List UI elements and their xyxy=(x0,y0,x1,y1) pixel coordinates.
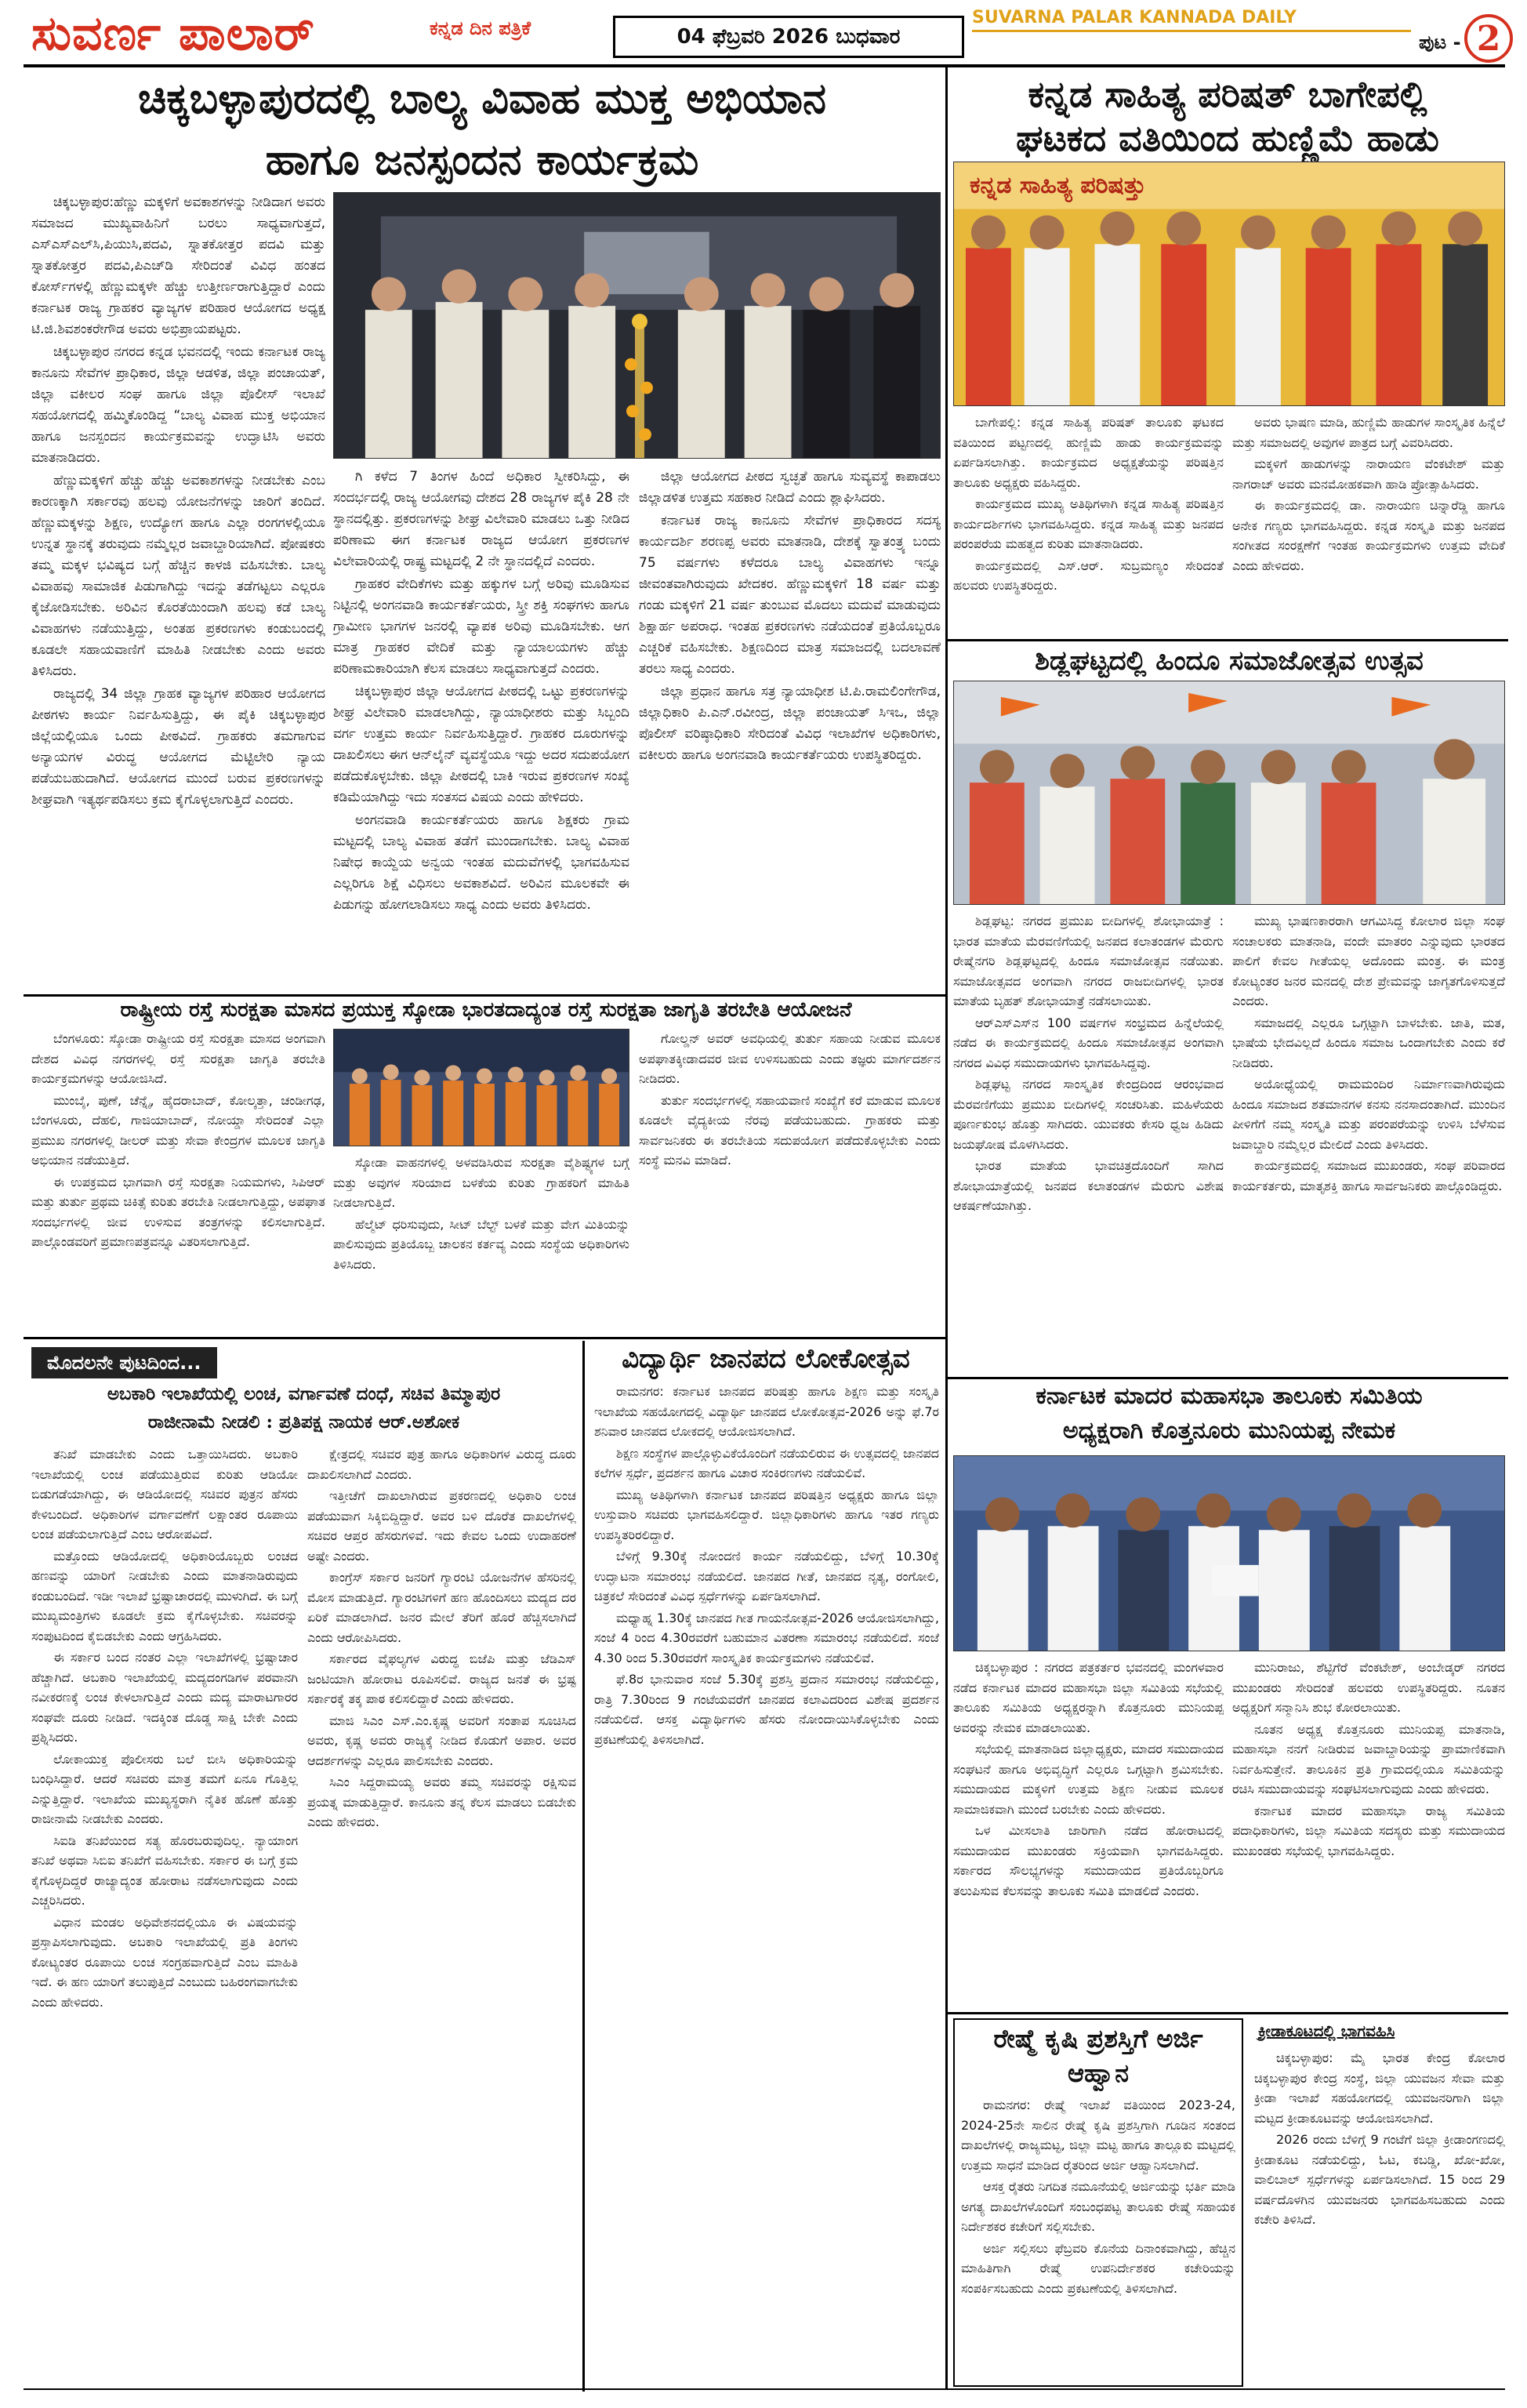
section-rule xyxy=(24,1337,945,1339)
road-paragraph: ಈ ಉಪಕ್ರಮದ ಭಾಗವಾಗಿ ರಸ್ತೆ ಸುರಕ್ಷತಾ ನಿಯಮಗಳು, ಸಿಪಿಆರ್ ಮತ್ತು ತುರ್ತು ಪ್ರಥಮ ಚಿಕಿತ್ಸೆ ಕುರಿತು ತರಬೇತಿ ನೀಡಲಾಗುತ್ತಿದ್ದು, ಅಪಘಾತ ಸಂದರ್ಭಗಳಲ್ಲಿ ಜೀವ ಉಳಿಸುವ ತಂತ್ರಗಳನ್ನು ಕಲಿಸಲಾಗುತ್ತಿದೆ. ಪಾಲ್ಗೊಂಡವರಿಗೆ ಪ್ರಮಾಣಪತ್ರವನ್ನೂ ವಿತರಿಸಲಾಗುತ್ತಿದೆ. xyxy=(31,1174,325,1249)
issue-date: 04 ಫೆಬ್ರವರಿ 2026 ಬುಧವಾರ xyxy=(613,16,964,58)
section-rule xyxy=(948,2012,1508,2014)
continued-column-2 xyxy=(307,1444,576,2385)
hindu-paragraph: ಮುಖ್ಯ ಭಾಷಣಕಾರರಾಗಿ ಆಗಮಿಸಿದ್ದ ಕೋಲಾರ ಜಿಲ್ಲಾ ಸಂಘ ಸಂಚಾಲಕರು ಮಾತನಾಡಿ, ವಂದೇ ಮಾತರಂ ಎನ್ನುವುದು ಭಾರತದ ಪಾಲಿಗೆ ಕೇವಲ ಗೀತೆಯಲ್ಲ ಅದೊಂದು ಮಂತ್ರ. ಈ ಮಂತ್ರ ಕೋಟ್ಯಂತರ ಜನರ ಮನದಲ್ಲಿ ದೇಶ ಪ್ರೇಮವನ್ನು ಜಾಗೃತಗೊಳಿಸುತ್ತದೆ ಎಂದರು. xyxy=(1232,913,1505,1008)
road-column-3 xyxy=(639,1029,941,1335)
madara-paragraph: ಚಿಕ್ಕಬಳ್ಳಾಪುರ : ನಗರದ ಪತ್ರಕರ್ತರ ಭವನದಲ್ಲಿ ಮಂಗಳವಾರ ನಡೆದ ಕರ್ನಾಟಕ ಮಾದರ ಮಹಾಸಭಾ ಜಿಲ್ಲಾ ಸಮಿತಿಯ ಸಭೆಯಲ್ಲಿ ತಾಲೂಕು ಸಮಿತಿಯ ಅಧ್ಯಕ್ಷರನ್ನಾಗಿ ಕೊತ್ತನೂರು ಮುನಿಯಪ್ಪ ಅವರನ್ನು ನೇಮಕ ಮಾಡಲಾಯಿತು. xyxy=(953,1660,1224,1735)
continued-paragraph: ಸಿಎಂ ಸಿದ್ದರಾಮಯ್ಯ ಅವರು ತಮ್ಮ ಸಚಿವರನ್ನು ರಕ್ಷಿಸುವ ಪ್ರಯತ್ನ ಮಾಡುತ್ತಿದ್ದಾರೆ. ಕಾನೂನು ತನ್ನ ಕೆಲಸ ಮಾಡಲು ಬಿಡಬೇಕು ಎಂದು ಹೇಳಿದರು. xyxy=(307,1774,576,1829)
english-masthead: SUVARNA PALAR KANNADA DAILY xyxy=(972,8,1297,27)
page-label: ಪುಟ - xyxy=(1419,31,1461,53)
lead-column-2 xyxy=(333,467,629,992)
continued-paragraph: ಮಾಜಿ ಸಿಎಂ ಎಸ್.ಎಂ.ಕೃಷ್ಣ ಅವರಿಗೆ ಸಂತಾಪ ಸೂಚಿಸಿದ ಅವರು, ಕೃಷ್ಣ ಅವರು ರಾಜ್ಯಕ್ಕೆ ನೀಡಿದ ಕೊಡುಗೆ ಅಪಾರ. ಅವರ ಆದರ್ಶಗಳನ್ನು ಎಲ್ಲರೂ ಪಾಲಿಸಬೇಕು ಎಂದರು. xyxy=(307,1712,576,1768)
lead-paragraph: ಕರ್ನಾಟಕ ರಾಜ್ಯ ಕಾನೂನು ಸೇವೆಗಳ ಪ್ರಾಧಿಕಾರದ ಸದಸ್ಯ ಕಾರ್ಯದರ್ಶಿ ಶರಣಪ್ಪ ಅವರು ಮಾತನಾಡಿ, ದೇಶಕ್ಕೆ ಸ್ವಾತಂತ್ರ್ಯ ಬಂದು 75 ವರ್ಷಗಳು ಕಳೆದರೂ ಬಾಲ್ಯ ವಿವಾಹಗಳು ಇನ್ನೂ ಜೀವಂತವಾಗಿರುವುದು ಖೇದಕರ. ಹೆಣ್ಣುಮಕ್ಕಳಿಗೆ 18 ವರ್ಷ ಮತ್ತು ಗಂಡು ಮಕ್ಕಳಿಗೆ 21 ವರ್ಷ ತುಂಬುವ ಮೊದಲು ಮದುವೆ ಮಾಡುವುದು ಶಿಕ್ಷಾರ್ಹ ಅಪರಾಧ. ಇಂತಹ ಪ್ರಕರಣಗಳು ನಡೆಯದಂತೆ ಪ್ರತಿಯೊಬ್ಬರೂ ಎಚ್ಚರಿಕೆ ವಹಿಸಬೇಕು. ಶಿಕ್ಷಣದಿಂದ ಮಾತ್ರ ಸಮಾಜದಲ್ಲಿ ಬದಲಾವಣೆ ತರಲು ಸಾಧ್ಯ ಎಂದರು. xyxy=(639,513,941,677)
continued-headline: ಅಬಕಾರಿ ಇಲಾಖೆಯಲ್ಲಿ ಲಂಚ, ವರ್ಗಾವಣೆ ದಂಧೆ, ಸಚಿವ ತಿಮ್ಮಾಪುರ xyxy=(107,1383,501,1404)
lead-paragraph: ಗ್ರಾಹಕರ ವೇದಿಕೆಗಳು ಮತ್ತು ಹಕ್ಕುಗಳ ಬಗ್ಗೆ ಅರಿವು ಮೂಡಿಸುವ ನಿಟ್ಟಿನಲ್ಲಿ ಅಂಗನವಾಡಿ ಕಾರ್ಯಕರ್ತೆಯರು, ಸ್ತ್ರೀ ಶಕ್ತಿ ಸಂಘಗಳು ಹಾಗೂ ಗ್ರಾಮೀಣ ಭಾಗಗಳ ಜನರಲ್ಲಿ ವ್ಯಾಪಕ ಅರಿವು ಮೂಡಿಸಬೇಕು. ಆಗ ಮಾತ್ರ ಗ್ರಾಹಕರ ವೇದಿಕೆ ಮತ್ತು ನ್ಯಾಯಾಲಯಗಳು ಹೆಚ್ಚು ಪರಿಣಾಮಕಾರಿಯಾಗಿ ಕೆಲಸ ಮಾಡಲು ಸಾಧ್ಯವಾಗುತ್ತದೆ ಎಂದರು. xyxy=(333,576,629,677)
kreeda-paragraph: 2026 ರಂದು ಬೆಳಿಗ್ಗೆ 9 ಗಂಟೆಗೆ ಜಿಲ್ಲಾ ಕ್ರೀಡಾಂಗಣದಲ್ಲಿ ಕ್ರೀಡಾಕೂಟ ನಡೆಯಲಿದ್ದು, ಓಟ, ಕಬಡ್ಡಿ, ಖೋ-ಖೋ, ವಾಲಿಬಾಲ್ ಸ್ಪರ್ಧೆಗಳನ್ನು ಏರ್ಪಡಿಸಲಾಗಿದೆ. 15 ರಿಂದ 29 ವರ್ಷದೊಳಗಿನ ಯುವಜನರು ಭಾಗವಹಿಸಬಹುದು ಎಂದು ಕಚೇರಿ ತಿಳಿಸಿದೆ. xyxy=(1254,2132,1505,2227)
kasapa-paragraph: ಕಾರ್ಯಕ್ರಮದಲ್ಲಿ ಎಸ್.ಆರ್. ಸುಬ್ರಮಣ್ಯಂ ಸೇರಿದಂತೆ ಹಲವರು ಉಪಸ್ಥಿತರಿದ್ದರು. xyxy=(953,558,1224,593)
continued-paragraph: ಕ್ಷೇತ್ರದಲ್ಲಿ ಸಚಿವರ ಪುತ್ರ ಹಾಗೂ ಅಧಿಕಾರಿಗಳ ವಿರುದ್ಧ ದೂರು ದಾಖಲಿಸಲಾಗಿದೆ ಎಂದರು. xyxy=(307,1447,576,1482)
section-rule xyxy=(948,639,1508,641)
hindu-paragraph: ಶಿಡ್ಲಘಟ್ಟ ನಗರದ ಸಾಂಸ್ಕೃತಿಕ ಕೇಂದ್ರದಿಂದ ಆರಂಭವಾದ ಮೆರವಣಿಗೆಯು ಪ್ರಮುಖ ಬೀದಿಗಳಲ್ಲಿ ಸಂಚರಿಸಿತು. ಮಹಿಳೆಯರು ಪೂರ್ಣಕುಂಭ ಹೊತ್ತು ಸಾಗಿದರು. ಯುವಕರು ಕೇಸರಿ ಧ್ವಜ ಹಿಡಿದು ಜಯಘೋಷ ಮೊಳಗಿಸಿದರು. xyxy=(953,1077,1224,1152)
lead-paragraph: ಅಂಗನವಾಡಿ ಕಾರ್ಯಕರ್ತೆಯರು ಹಾಗೂ ಶಿಕ್ಷಕರು ಗ್ರಾಮ ಮಟ್ಟದಲ್ಲಿ ಬಾಲ್ಯ ವಿವಾಹ ತಡೆಗೆ ಮುಂದಾಗಬೇಕು. ಬಾಲ್ಯ ವಿವಾಹ ನಿಷೇಧ ಕಾಯ್ದೆಯ ಅನ್ವಯ ಇಂತಹ ಮದುವೆಗಳಲ್ಲಿ ಭಾಗವಹಿಸುವ ಎಲ್ಲರಿಗೂ ಶಿಕ್ಷೆ ವಿಧಿಸಲು ಅವಕಾಶವಿದೆ. ಅರಿವಿನ ಮೂಲಕವೇ ಈ ಪಿಡುಗನ್ನು ಹೋಗಲಾಡಿಸಲು ಸಾಧ್ಯ ಎಂದು ಅವರು ತಿಳಿಸಿದರು. xyxy=(333,812,629,913)
road-column-1 xyxy=(31,1029,325,1335)
vidyarthi-paragraph: ಮಧ್ಯಾಹ್ನ 1.30ಕ್ಕೆ ಜಾನಪದ ಗೀತ ಗಾಯನೋತ್ಸವ-2026 ಆಯೋಜಿಸಲಾಗಿದ್ದು, ಸಂಜೆ 4 ರಿಂದ 4.30ರವರೆಗೆ ಬಹುಮಾನ ವಿತರಣಾ ಸಮಾರಂಭ ನಡೆಯಲಿದೆ. ಸಂಜೆ 4.30 ರಿಂದ 5.30ರವರೆಗೆ ಸಾಂಸ್ಕೃತಿಕ ಕಾರ್ಯಕ್ರಮಗಳು ನಡೆಯಲಿವೆ. xyxy=(594,1610,939,1665)
lead-paragraph: ಗಿ ಕಳೆದ 7 ತಿಂಗಳ ಹಿಂದೆ ಅಧಿಕಾರ ಸ್ವೀಕರಿಸಿದ್ದು, ಈ ಸಂದರ್ಭದಲ್ಲಿ ರಾಜ್ಯ ಆಯೋಗವು ದೇಶದ 28 ರಾಜ್ಯಗಳ ಪೈಕಿ 28 ನೇ ಸ್ಥಾನದಲ್ಲಿತ್ತು. ಪ್ರಕರಣಗಳನ್ನು ಶೀಘ್ರ ವಿಲೇವಾರಿ ಮಾಡಲು ಒತ್ತು ನೀಡಿದ ಪರಿಣಾಮ ಈಗ ಕರ್ನಾಟಕ ರಾಜ್ಯದ ಆಯೋಗ ಪ್ರಕರಣಗಳ ವಿಲೇವಾರಿಯಲ್ಲಿ ರಾಷ್ಟ್ರ ಮಟ್ಟದಲ್ಲಿ 2 ನೇ ಸ್ಥಾನದಲ್ಲಿದೆ ಎಂದರು. xyxy=(333,469,629,569)
kasapa-paragraph: ಬಾಗೇಪಲ್ಲಿ: ಕನ್ನಡ ಸಾಹಿತ್ಯ ಪರಿಷತ್ ತಾಲೂಕು ಘಟಕದ ವತಿಯಿಂದ ಪಟ್ಟಣದಲ್ಲಿ ಹುಣ್ಣಿಮೆ ಹಾಡು ಕಾರ್ಯಕ್ರಮವನ್ನು ಏರ್ಪಡಿಸಲಾಗಿತ್ತು. ಕಾರ್ಯಕ್ರಮದ ಅಧ್ಯಕ್ಷತೆಯನ್ನು ಪರಿಷತ್ತಿನ ತಾಲೂಕು ಅಧ್ಯಕ್ಷರು ವಹಿಸಿದ್ದರು. xyxy=(953,415,1224,490)
page-number-badge: 2 xyxy=(1464,14,1513,63)
road-paragraph: ಬೆಂಗಳೂರು: ಸ್ಕೋಡಾ ರಾಷ್ಟ್ರೀಯ ರಸ್ತೆ ಸುರಕ್ಷತಾ ಮಾಸದ ಅಂಗವಾಗಿ ದೇಶದ ವಿವಿಧ ನಗರಗಳಲ್ಲಿ ರಸ್ತೆ ಸುರಕ್ಷತಾ ಜಾಗೃತಿ ತರಬೇತಿ ಕಾರ್ಯಕ್ರಮಗಳನ್ನು ಆಯೋಜಿಸಿದೆ. xyxy=(31,1031,325,1086)
madara-column-2 xyxy=(1232,1658,1505,2009)
reshme-paragraph: ಆಸಕ್ತ ರೈತರು ನಿಗದಿತ ನಮೂನೆಯಲ್ಲಿ ಅರ್ಜಿಯನ್ನು ಭರ್ತಿ ಮಾಡಿ ಅಗತ್ಯ ದಾಖಲೆಗಳೊಂದಿಗೆ ಸಂಬಂಧಪಟ್ಟ ತಾಲೂಕು ರೇಷ್ಮೆ ಸಹಾಯಕ ನಿರ್ದೇಶಕರ ಕಚೇರಿಗೆ ಸಲ್ಲಿಸಬೇಕು. xyxy=(961,2179,1235,2234)
vidyarthi-paragraph: ಶಿಕ್ಷಣ ಸಂಸ್ಥೆಗಳ ಪಾಲ್ಗೊಳ್ಳುವಿಕೆಯೊಂದಿಗೆ ನಡೆಯಲಿರುವ ಈ ಉತ್ಸವದಲ್ಲಿ ಜಾನಪದ ಕಲೆಗಳ ಸ್ಪರ್ಧೆ, ಪ್ರದರ್ಶನ ಹಾಗೂ ವಿಚಾರ ಸಂಕಿರಣಗಳು ನಡೆಯಲಿವೆ. xyxy=(594,1445,939,1480)
lead-paragraph: ಜಿಲ್ಲಾ ಪ್ರಧಾನ ಹಾಗೂ ಸತ್ರ ನ್ಯಾಯಾಧೀಶ ಟಿ.ಪಿ.ರಾಮಲಿಂಗೇಗೌಡ, ಜಿಲ್ಲಾಧಿಕಾರಿ ಪಿ.ಎನ್.ರವೀಂದ್ರ, ಜಿಲ್ಲಾ ಪಂಚಾಯತ್ ಸಿಇಒ, ಜಿಲ್ಲಾ ಪೊಲೀಸ್ ವರಿಷ್ಠಾಧಿಕಾರಿ ಸೇರಿದಂತೆ ವಿವಿಧ ಇಲಾಖೆಗಳ ಅಧಿಕಾರಿಗಳು, ವಕೀಲರು ಹಾಗೂ ಅಂಗನವಾಡಿ ಕಾರ್ಯಕರ್ತೆಯರು ಉಪಸ್ಥಿತರಿದ್ದರು. xyxy=(639,684,941,763)
hindu-column-2 xyxy=(1232,911,1505,1374)
lead-photo xyxy=(333,192,941,459)
vidyarthi-headline: ವಿದ್ಯಾರ್ಥಿ ಜಾನಪದ ಲೋಕೋತ್ಸವ xyxy=(622,1343,910,1375)
vidyarthi-paragraph: ಮುಖ್ಯ ಅತಿಥಿಗಳಾಗಿ ಕರ್ನಾಟಕ ಜಾನಪದ ಪರಿಷತ್ತಿನ ಅಧ್ಯಕ್ಷರು ಹಾಗೂ ಜಿಲ್ಲಾ ಉಸ್ತುವಾರಿ ಸಚಿವರು ಭಾಗವಹಿಸಲಿದ್ದಾರೆ. ಜಿಲ್ಲಾಧಿಕಾರಿಗಳು ಹಾಗೂ ಇತರ ಗಣ್ಯರು ಉಪಸ್ಥಿತರಿರಲಿದ್ದಾರೆ. xyxy=(594,1487,939,1542)
madara-subheadline: ಅಧ್ಯಕ್ಷರಾಗಿ ಕೊತ್ತನೂರು ಮುನಿಯಪ್ಪ ನೇಮಕ xyxy=(1062,1417,1396,1444)
road-paragraph: ಹೆಲ್ಮೆಟ್ ಧರಿಸುವುದು, ಸೀಟ್ ಬೆಲ್ಟ್ ಬಳಕೆ ಮತ್ತು ವೇಗ ಮಿತಿಯನ್ನು ಪಾಲಿಸುವುದು ಪ್ರತಿಯೊಬ್ಬ ಚಾಲಕನ ಕರ್ತವ್ಯ ಎಂದು ಸಂಸ್ಥೆಯ ಅಧಿಕಾರಿಗಳು ತಿಳಿಸಿದರು. xyxy=(333,1216,629,1272)
road-safety-headline: ರಾಷ್ಟ್ರೀಯ ರಸ್ತೆ ಸುರಕ್ಷತಾ ಮಾಸದ ಪ್ರಯುಕ್ತ ಸ್ಕೋಡಾ ಭಾರತದಾದ್ಯಂತ ರಸ್ತೆ ಸುರಕ್ಷತಾ ಜಾಗೃತಿ ತರಬೇತಿ ಆಯೋಜನೆ xyxy=(120,998,852,1022)
continued-paragraph: ಕಾಂಗ್ರೆಸ್ ಸರ್ಕಾರ ಜನರಿಗೆ ಗ್ಯಾರಂಟಿ ಯೋಜನೆಗಳ ಹೆಸರಿನಲ್ಲಿ ಮೋಸ ಮಾಡುತ್ತಿದೆ. ಗ್ಯಾರಂಟಿಗಳಿಗೆ ಹಣ ಹೊಂದಿಸಲು ಮದ್ಯದ ದರ ಏರಿಕೆ ಮಾಡಲಾಗಿದೆ. ಜನರ ಮೇಲೆ ತೆರಿಗೆ ಹೊರೆ ಹೆಚ್ಚಿಸಲಾಗಿದೆ ಎಂದು ಆರೋಪಿಸಿದರು. xyxy=(307,1570,576,1645)
reshme-subheadline: ಆಹ್ವಾನ xyxy=(1067,2058,1130,2088)
masthead-rule xyxy=(24,64,1505,67)
madara-paragraph: ನೂತನ ಅಧ್ಯಕ್ಷ ಕೊತ್ತನೂರು ಮುನಿಯಪ್ಪ ಮಾತನಾಡಿ, ಮಹಾಸಭಾ ನನಗೆ ನೀಡಿರುವ ಜವಾಬ್ದಾರಿಯನ್ನು ಪ್ರಾಮಾಣಿಕವಾಗಿ ನಿರ್ವಹಿಸುತ್ತೇನೆ. ತಾಲೂಕಿನ ಪ್ರತಿ ಗ್ರಾಮದಲ್ಲಿಯೂ ಸಮಿತಿಯನ್ನು ರಚಿಸಿ ಸಮುದಾಯವನ್ನು ಸಂಘಟಿಸಲಾಗುವುದು ಎಂದು ಹೇಳಿದರು. xyxy=(1232,1721,1505,1796)
road-paragraph: ತುರ್ತು ಸಂದರ್ಭಗಳಲ್ಲಿ ಸಹಾಯವಾಣಿ ಸಂಖ್ಯೆಗೆ ಕರೆ ಮಾಡುವ ಮೂಲಕ ಕೂಡಲೇ ವೈದ್ಯಕೀಯ ನೆರವು ಪಡೆಯಬಹುದು. ಗ್ರಾಹಕರು ಮತ್ತು ಸಾರ್ವಜನಿಕರು ಈ ತರಬೇತಿಯ ಸದುಪಯೋಗ ಪಡೆದುಕೊಳ್ಳಬೇಕು ಎಂದು ಸಂಸ್ಥೆ ಮನವಿ ಮಾಡಿದೆ. xyxy=(639,1092,941,1168)
road-safety-photo xyxy=(333,1029,629,1146)
madara-paragraph: ಒಳ ಮೀಸಲಾತಿ ಜಾರಿಗಾಗಿ ನಡೆದ ಹೋರಾಟದಲ್ಲಿ ಸಮುದಾಯದ ಮುಖಂಡರು ಸಕ್ರಿಯವಾಗಿ ಭಾಗವಹಿಸಿದ್ದರು. ಸರ್ಕಾರದ ಸೌಲಭ್ಯಗಳನ್ನು ಸಮುದಾಯದ ಪ್ರತಿಯೊಬ್ಬರಿಗೂ ತಲುಪಿಸುವ ಕೆಲಸವನ್ನು ತಾಲೂಕು ಸಮಿತಿ ಮಾಡಲಿದೆ ಎಂದರು. xyxy=(953,1823,1224,1898)
continued-subheadline: ರಾಜೀನಾಮೆ ನೀಡಲಿ : ಪ್ರತಿಪಕ್ಷ ನಾಯಕ ಆರ್.ಅಶೋಕ xyxy=(147,1411,460,1433)
vidyarthi-column xyxy=(594,1382,939,2385)
masthead-name: ಸುವರ್ಣ ಪಾಲಾರ್ xyxy=(31,6,315,61)
reshme-headline: ರೇಷ್ಮೆ ಕೃಷಿ ಪ್ರಶಸ್ತಿಗೆ ಅರ್ಜಿ xyxy=(993,2024,1203,2054)
continued-column-1 xyxy=(31,1444,298,2385)
column-divider-lower xyxy=(945,1377,948,2388)
column-divider-main xyxy=(945,67,948,1377)
hindu-photo xyxy=(953,681,1505,905)
column-divider-left xyxy=(582,1341,585,2392)
madara-paragraph: ಮುನಿರಾಜು, ಶೆಟ್ಟಿಗೆರೆ ವೆಂಕಟೇಶ್, ಅಂಬೇಡ್ಕರ್ ನಗರದ ಮುಖಂಡರು ಸೇರಿದಂತೆ ಹಲವರು ಉಪಸ್ಥಿತರಿದ್ದರು. ನೂತನ ಅಧ್ಯಕ್ಷರಿಗೆ ಸನ್ಮಾನಿಸಿ ಶುಭ ಕೋರಲಾಯಿತು. xyxy=(1232,1660,1505,1715)
lead-column-1 xyxy=(31,192,325,992)
madara-headline: ಕರ್ನಾಟಕ ಮಾದರ ಮಹಾಸಭಾ ತಾಲೂಕು ಸಮಿತಿಯ xyxy=(1036,1382,1423,1410)
lead-subheadline: ಹಾಗೂ ಜನಸ್ಪಂದನ ಕಾರ್ಯಕ್ರಮ xyxy=(265,134,699,184)
hindu-paragraph: ಶಿಡ್ಲಘಟ್ಟ: ನಗರದ ಪ್ರಮುಖ ಬೀದಿಗಳಲ್ಲಿ ಶೋಭಾಯಾತ್ರೆ : ಭಾರತ ಮಾತೆಯ ಮೆರವಣಿಗೆಯಲ್ಲಿ ಜನಪದ ಕಲಾತಂಡಗಳ ಮೆರುಗು ರೇಷ್ಮೆನಗರಿ ಶಿಡ್ಲಘಟ್ಟದಲ್ಲಿ ಹಿಂದೂ ಸಮಾಜೋತ್ಸವ ನಡೆಯಿತು. ಸಮಾಜೋತ್ಸವದ ಅಂಗವಾಗಿ ನಗರದ ರಾಜಬೀದಿಗಳಲ್ಲಿ ಭಾರತ ಮಾತೆಯ ಬೃಹತ್ ಶೋಭಾಯಾತ್ರೆ ನಡೆಸಲಾಯಿತು. xyxy=(953,913,1224,1008)
lead-paragraph: ಹೆಣ್ಣುಮಕ್ಕಳಿಗೆ ಹೆಚ್ಚು ಹೆಚ್ಚು ಅವಕಾಶಗಳನ್ನು ನೀಡಬೇಕು ಎಂಬ ಕಾರಣಕ್ಕಾಗಿ ಸರ್ಕಾರವು ಹಲವು ಯೋಜನೆಗಳನ್ನು ಜಾರಿಗೆ ತಂದಿದೆ. ಹೆಣ್ಣುಮಕ್ಕಳನ್ನು ಶಿಕ್ಷಣ, ಉದ್ಯೋಗ ಹಾಗೂ ಎಲ್ಲಾ ರಂಗಗಳಲ್ಲಿಯೂ ಉನ್ನತ ಸ್ಥಾನಕ್ಕೆ ತರುವುದು ನಮ್ಮೆಲ್ಲರ ಜವಾಬ್ದಾರಿಯಾಗಿದೆ. ಪೋಷಕರು ತಮ್ಮ ಮಕ್ಕಳ ಭವಿಷ್ಯದ ಬಗ್ಗೆ ಹೆಚ್ಚಿನ ಕಾಳಜಿ ವಹಿಸಬೇಕು. ಬಾಲ್ಯ ವಿವಾಹವು ಸಾಮಾಜಿಕ ಪಿಡುಗಾಗಿದ್ದು ಇದನ್ನು ತಡೆಗಟ್ಟಲು ಎಲ್ಲರೂ ಕೈಜೋಡಿಸಬೇಕು. ಅರಿವಿನ ಕೊರತೆಯಿಂದಾಗಿ ಹಲವು ಕಡೆ ಬಾಲ್ಯ ವಿವಾಹಗಳು ನಡೆಯುತ್ತಿದ್ದು, ಅಂತಹ ಪ್ರಕರಣಗಳು ಕಂಡುಬಂದಲ್ಲಿ ಕೂಡಲೇ ಸಹಾಯವಾಣಿಗೆ ಮಾಹಿತಿ ನೀಡಬೇಕು ಎಂದು ಅವರು ತಿಳಿಸಿದರು. xyxy=(31,473,325,679)
hindu-paragraph: ಸಮಾಜದಲ್ಲಿ ಎಲ್ಲರೂ ಒಗ್ಗಟ್ಟಾಗಿ ಬಾಳಬೇಕು. ಜಾತಿ, ಮತ, ಭಾಷೆಯ ಭೇದವಿಲ್ಲದೆ ಹಿಂದೂ ಸಮಾಜ ಒಂದಾಗಬೇಕು ಎಂದು ಕರೆ ನೀಡಿದರು. xyxy=(1232,1015,1505,1070)
vidyarthi-paragraph: ಬೆಳಿಗ್ಗೆ 9.30ಕ್ಕೆ ನೋಂದಣಿ ಕಾರ್ಯ ನಡೆಯಲಿದ್ದು, ಬೆಳಿಗ್ಗೆ 10.30ಕ್ಕೆ ಉದ್ಘಾಟನಾ ಸಮಾರಂಭ ನಡೆಯಲಿದೆ. ಜಾನಪದ ಗೀತೆ, ಜಾನಪದ ನೃತ್ಯ, ರಂಗೋಲಿ, ಚಿತ್ರಕಲೆ ಸೇರಿದಂತೆ ವಿವಿಧ ಸ್ಪರ್ಧೆಗಳನ್ನು ಏರ್ಪಡಿಸಲಾಗಿದೆ. xyxy=(594,1549,939,1604)
kasapa-paragraph: ಈ ಕಾರ್ಯಕ್ರಮದಲ್ಲಿ ಡಾ. ನಾರಾಯಣ ಚಿನ್ನಾರೆಡ್ಡಿ ಹಾಗೂ ಅನೇಕ ಗಣ್ಯರು ಭಾಗವಹಿಸಿದ್ದರು. ಕನ್ನಡ ಸಂಸ್ಕೃತಿ ಮತ್ತು ಜನಪದ ಸಂಗೀತದ ಸಂರಕ್ಷಣೆಗೆ ಇಂತಹ ಕಾರ್ಯಕ್ರಮಗಳು ಉತ್ತಮ ವೇದಿಕೆ ಎಂದು ಹೇಳಿದರು. xyxy=(1232,498,1505,573)
reshme-column xyxy=(961,2095,1235,2382)
continued-paragraph: ಮತ್ತೊಂದು ಆಡಿಯೋದಲ್ಲಿ ಅಧಿಕಾರಿಯೊಬ್ಬರು ಲಂಚದ ಹಣವನ್ನು ಯಾರಿಗೆ ನೀಡಬೇಕು ಎಂದು ಮಾತನಾಡಿರುವುದು ಕಂಡುಬಂದಿದೆ. ಇಡೀ ಇಲಾಖೆ ಭ್ರಷ್ಟಾಚಾರದಲ್ಲಿ ಮುಳುಗಿದೆ. ಈ ಬಗ್ಗೆ ಮುಖ್ಯಮಂತ್ರಿಗಳು ಕೂಡಲೇ ಕ್ರಮ ಕೈಗೊಳ್ಳಬೇಕು. ಸಚಿವರನ್ನು ಸಂಪುಟದಿಂದ ಕೈಬಿಡಬೇಕು ಎಂದು ಆಗ್ರಹಿಸಿದರು. xyxy=(31,1548,298,1643)
kasapa-paragraph: ಮಕ್ಕಳಿಗೆ ಹಾಡುಗಳನ್ನು ನಾರಾಯಣ ವೆಂಕಟೇಶ್ ಮತ್ತು ನಾಗರಾಜ್ ಅವರು ಮನಮೋಹಕವಾಗಿ ಹಾಡಿ ಪ್ರೋತ್ಸಾಹಿಸಿದರು. xyxy=(1232,456,1505,492)
continued-banner: ಮೊದಲನೇ ಪುಟದಿಂದ... xyxy=(31,1347,217,1378)
road-paragraph: ಸ್ಕೋಡಾ ವಾಹನಗಳಲ್ಲಿ ಅಳವಡಿಸಿರುವ ಸುರಕ್ಷತಾ ವೈಶಿಷ್ಟ್ಯಗಳ ಬಗ್ಗೆ ಮತ್ತು ಅವುಗಳ ಸರಿಯಾದ ಬಳಕೆಯ ಕುರಿತು ಗ್ರಾಹಕರಿಗೆ ಮಾಹಿತಿ ನೀಡಲಾಗುತ್ತಿದೆ. xyxy=(333,1155,629,1210)
kasapa-banner-text: ಕನ್ನಡ ಸಾಹಿತ್ಯ ಪರಿಷತ್ತು xyxy=(970,172,1146,199)
lead-headline: ಚಿಕ್ಕಬಳ್ಳಾಪುರದಲ್ಲಿ ಬಾಲ್ಯ ವಿವಾಹ ಮುಕ್ತ ಅಭಿಯಾನ xyxy=(137,73,827,123)
continued-paragraph: ಸಿಐಡಿ ತನಿಖೆಯಿಂದ ಸತ್ಯ ಹೊರಬರುವುದಿಲ್ಲ. ನ್ಯಾಯಾಂಗ ತನಿಖೆ ಅಥವಾ ಸಿಬಿಐ ತನಿಖೆಗೆ ವಹಿಸಬೇಕು. ಸರ್ಕಾರ ಈ ಬಗ್ಗೆ ಕ್ರಮ ಕೈಗೊಳ್ಳದಿದ್ದರೆ ರಾಜ್ಯಾದ್ಯಂತ ಹೋರಾಟ ನಡೆಸಲಾಗುವುದು ಎಂದು ಎಚ್ಚರಿಸಿದರು. xyxy=(31,1832,298,1908)
hindu-paragraph: ಅಯೋಧ್ಯೆಯಲ್ಲಿ ರಾಮಮಂದಿರ ನಿರ್ಮಾಣವಾಗಿರುವುದು ಹಿಂದೂ ಸಮಾಜದ ಶತಮಾನಗಳ ಕನಸು ನನಸಾದಂತಾಗಿದೆ. ಮುಂದಿನ ಪೀಳಿಗೆಗೆ ನಮ್ಮ ಸಂಸ್ಕೃತಿ ಮತ್ತು ಪರಂಪರೆಯನ್ನು ಉಳಿಸಿ ಬೆಳೆಸುವ ಜವಾಬ್ದಾರಿ ನಮ್ಮೆಲ್ಲರ ಮೇಲಿದೆ ಎಂದು ತಿಳಿಸಿದರು. xyxy=(1232,1077,1505,1152)
kasapa-paragraph: ಕಾರ್ಯಕ್ರಮದ ಮುಖ್ಯ ಅತಿಥಿಗಳಾಗಿ ಕನ್ನಡ ಸಾಹಿತ್ಯ ಪರಿಷತ್ತಿನ ಕಾರ್ಯದರ್ಶಿಗಳು ಭಾಗವಹಿಸಿದ್ದರು. ಕನ್ನಡ ಸಾಹಿತ್ಯ ಮತ್ತು ಜನಪದ ಪರಂಪರೆಯ ಮಹತ್ವದ ಕುರಿತು ಮಾತನಾಡಿದರು. xyxy=(953,496,1224,551)
continued-paragraph: ತನಿಖೆ ಮಾಡಬೇಕು ಎಂದು ಒತ್ತಾಯಿಸಿದರು. ಅಬಕಾರಿ ಇಲಾಖೆಯಲ್ಲಿ ಲಂಚ ಪಡೆಯುತ್ತಿರುವ ಕುರಿತು ಆಡಿಯೋ ಬಿಡುಗಡೆಯಾಗಿದ್ದು, ಈ ಆಡಿಯೋದಲ್ಲಿ ಸಚಿವರ ಪುತ್ರನ ಹೆಸರು ಕೇಳಿಬಂದಿದೆ. ಅಧಿಕಾರಿಗಳ ವರ್ಗಾವಣೆಗೆ ಲಕ್ಷಾಂತರ ರೂಪಾಯಿ ಲಂಚ ಪಡೆಯಲಾಗುತ್ತಿದೆ ಎಂಬ ಆರೋಪವಿದೆ. xyxy=(31,1447,298,1542)
hindu-column-1 xyxy=(953,911,1224,1374)
hindu-paragraph: ಕಾರ್ಯಕ್ರಮದಲ್ಲಿ ಸಮಾಜದ ಮುಖಂಡರು, ಸಂಘ ಪರಿವಾರದ ಕಾರ್ಯಕರ್ತರು, ಮಾತೃಶಕ್ತಿ ಹಾಗೂ ಸಾರ್ವಜನಿಕರು ಪಾಲ್ಗೊಂಡಿದ್ದರು. xyxy=(1232,1158,1505,1193)
madara-paragraph: ಕರ್ನಾಟಕ ಮಾದರ ಮಹಾಸಭಾ ರಾಜ್ಯ ಸಮಿತಿಯ ಪದಾಧಿಕಾರಿಗಳು, ಜಿಲ್ಲಾ ಸಮಿತಿಯ ಸದಸ್ಯರು ಮತ್ತು ಸಮುದಾಯದ ಮುಖಂಡರು ಸಭೆಯಲ್ಲಿ ಭಾಗವಹಿಸಿದ್ದರು. xyxy=(1232,1803,1505,1858)
kreeda-title: ಕ್ರೀಡಾಕೂಟದಲ್ಲಿ ಭಾಗವಹಿಸಿ xyxy=(1258,2021,1395,2040)
continued-paragraph: ಇತ್ತೀಚೆಗೆ ದಾಖಲಾಗಿರುವ ಪ್ರಕರಣದಲ್ಲಿ ಅಧಿಕಾರಿ ಲಂಚ ಪಡೆಯುವಾಗ ಸಿಕ್ಕಿಬಿದ್ದಿದ್ದಾರೆ. ಅವರ ಬಳಿ ದೊರೆತ ದಾಖಲೆಗಳಲ್ಲಿ ಸಚಿವರ ಆಪ್ತರ ಹೆಸರುಗಳಿವೆ. ಇದು ಕೇವಲ ಒಂದು ಉದಾಹರಣೆ ಅಷ್ಟೇ ಎಂದರು. xyxy=(307,1488,576,1564)
lead-paragraph: ಚಿಕ್ಕಬಳ್ಳಾಪುರ ಜಿಲ್ಲಾ ಆಯೋಗದ ಪೀಠದಲ್ಲಿ ಒಟ್ಟು ಪ್ರಕರಣಗಳನ್ನು ಶೀಘ್ರ ವಿಲೇವಾರಿ ಮಾಡಲಾಗಿದ್ದು, ನ್ಯಾಯಾಧೀಶರು ಮತ್ತು ಸಿಬ್ಬಂದಿ ವರ್ಗ ಉತ್ತಮ ಕಾರ್ಯ ನಿರ್ವಹಿಸುತ್ತಿದ್ದಾರೆ. ಗ್ರಾಹಕರ ದೂರುಗಳನ್ನು ದಾಖಲಿಸಲು ಈಗ ಆನ್‌ಲೈನ್ ವ್ಯವಸ್ಥೆಯೂ ಇದ್ದು ಅದರ ಸದುಪಯೋಗ ಪಡೆದುಕೊಳ್ಳಬೇಕು. ಜಿಲ್ಲಾ ಪೀಠದಲ್ಲಿ ಬಾಕಿ ಇರುವ ಪ್ರಕರಣಗಳ ಸಂಖ್ಯೆ ಕಡಿಮೆಯಾಗಿದ್ದು ಇದು ಸಂತಸದ ವಿಷಯ ಎಂದು ಹೇಳಿದರು. xyxy=(333,684,629,805)
hindu-paragraph: ಭಾರತ ಮಾತೆಯ ಭಾವಚಿತ್ರದೊಂದಿಗೆ ಸಾಗಿದ ಶೋಭಾಯಾತ್ರೆಯಲ್ಲಿ ಜನಪದ ಕಲಾತಂಡಗಳ ಮೆರುಗು ವಿಶೇಷ ಆಕರ್ಷಣೆಯಾಗಿತ್ತು. xyxy=(953,1158,1224,1213)
road-column-2 xyxy=(333,1153,629,1335)
vidyarthi-paragraph: ಫೆ.8ರ ಭಾನುವಾರ ಸಂಜೆ 5.30ಕ್ಕೆ ಪ್ರಶಸ್ತಿ ಪ್ರದಾನ ಸಮಾರಂಭ ನಡೆಯಲಿದ್ದು, ರಾತ್ರಿ 7.30ರಿಂದ 9 ಗಂಟೆಯವರೆಗೆ ಜಾನಪದ ಕಲಾವಿದರಿಂದ ವಿಶೇಷ ಪ್ರದರ್ಶನ ನಡೆಯಲಿದೆ. ಆಸಕ್ತ ವಿದ್ಯಾರ್ಥಿಗಳು ಹೆಸರು ನೋಂದಾಯಿಸಿಕೊಳ್ಳಬೇಕು ಎಂದು ಪ್ರಕಟಣೆಯಲ್ಲಿ ತಿಳಿಸಲಾಗಿದೆ. xyxy=(594,1672,939,1747)
lead-paragraph: ಚಿಕ್ಕಬಳ್ಳಾಪುರ ನಗರದ ಕನ್ನಡ ಭವನದಲ್ಲಿ ಇಂದು ಕರ್ನಾಟಕ ರಾಜ್ಯ ಕಾನೂನು ಸೇವೆಗಳ ಪ್ರಾಧಿಕಾರ, ಜಿಲ್ಲಾ ಆಡಳಿತ, ಜಿಲ್ಲಾ ಪಂಚಾಯತ್, ಜಿಲ್ಲಾ ವಕೀಲರ ಸಂಘ ಹಾಗೂ ಜಿಲ್ಲಾ ಪೊಲೀಸ್ ಇಲಾಖೆ ಸಹಯೋಗದಲ್ಲಿ ಹಮ್ಮಿಕೊಂಡಿದ್ದ “ಬಾಲ್ಯ ವಿವಾಹ ಮುಕ್ತ ಅಭಿಯಾನ ಹಾಗೂ ಜನಸ್ಪಂದನ ಕಾರ್ಯಕ್ರಮವನ್ನು ಉದ್ಘಾಟಿಸಿ ಅವರು ಮಾತನಾಡಿದರು. xyxy=(31,344,325,466)
road-paragraph: ಗೋಲ್ಡನ್ ಅವರ್ ಅವಧಿಯಲ್ಲಿ ತುರ್ತು ಸಹಾಯ ನೀಡುವ ಮೂಲಕ ಅಪಘಾತಕ್ಕೀಡಾದವರ ಜೀವ ಉಳಿಸಬಹುದು ಎಂದು ತಜ್ಞರು ಮಾರ್ಗದರ್ಶನ ನೀಡಿದರು. xyxy=(639,1031,941,1086)
road-paragraph: ಮುಂಬೈ, ಪುಣೆ, ಚೆನ್ನೈ, ಹೈದರಾಬಾದ್, ಕೋಲ್ಕತ್ತಾ, ಚಂಡೀಗಢ, ಬೆಂಗಳೂರು, ದೆಹಲಿ, ಗಾಜಿಯಾಬಾದ್, ನೋಯ್ಡಾ ಸೇರಿದಂತೆ ಎಲ್ಲಾ ಪ್ರಮುಖ ನಗರಗಳಲ್ಲಿ ಡೀಲರ್ ಮತ್ತು ಸೇವಾ ಕೇಂದ್ರಗಳ ಮೂಲಕ ಜಾಗೃತಿ ಅಭಿಯಾನ ನಡೆಯುತ್ತಿದೆ. xyxy=(31,1092,325,1168)
madara-column-1 xyxy=(953,1658,1224,2009)
kasapa-subheadline: ಘಟಕದ ವತಿಯಿಂದ ಹುಣ್ಣಿಮೆ ಹಾಡು xyxy=(1016,117,1439,159)
lead-paragraph: ಚಿಕ್ಕಬಳ್ಳಾಪುರ:ಹೆಣ್ಣು ಮಕ್ಕಳಿಗೆ ಅವಕಾಶಗಳನ್ನು ನೀಡಿದಾಗ ಅವರು ಸಮಾಜದ ಮುಖ್ಯವಾಹಿನಿಗೆ ಬರಲು ಸಾಧ್ಯವಾಗುತ್ತದೆ, ಎಸ್‌ಎಸ್‌ಎಲ್‌ಸಿ,ಪಿಯುಸಿ,ಪದವಿ, ಸ್ನಾತಕೋತ್ತರ ಪದವಿ ಮತ್ತು ಸ್ನಾತಕೋತ್ತರ ಪದವಿ,ಪಿಎಚ್‌ಡಿ ಸೇರಿದಂತೆ ವಿವಿಧ ಹಂತದ ಕೋರ್ಸ್‌ಗಳಲ್ಲಿ ಹೆಣ್ಣುಮಕ್ಕಳೇ ಹೆಚ್ಚು ಉತ್ತೀರ್ಣರಾಗುತ್ತಿದ್ದಾರೆ ಎಂದು ಕರ್ನಾಟಕ ರಾಜ್ಯ ಗ್ರಾಹಕರ ವ್ಯಾಜ್ಯಗಳ ಪರಿಹಾರ ಆಯೋಗದ ಅಧ್ಯಕ್ಷ ಟಿ.ಜಿ.ಶಿವಶಂಕರೇಗೌಡ ಅವರು ಅಭಿಪ್ರಾಯಪಟ್ಟರು. xyxy=(31,194,325,337)
kasapa-column-2 xyxy=(1232,412,1505,636)
section-rule xyxy=(948,1377,1508,1379)
hindu-paragraph: ಆರ್‌ಎಸ್‌ಎಸ್‌ನ 100 ವರ್ಷಗಳ ಸಂಭ್ರಮದ ಹಿನ್ನೆಲೆಯಲ್ಲಿ ನಡೆದ ಈ ಕಾರ್ಯಕ್ರಮದಲ್ಲಿ ಹಿಂದೂ ಸಮಾಜೋತ್ಸವ ಅಂಗವಾಗಿ ನಗರದ ವಿವಿಧ ಸಮುದಾಯಗಳು ಭಾಗವಹಿಸಿದ್ದವು. xyxy=(953,1015,1224,1070)
kasapa-photo xyxy=(953,162,1505,406)
reshme-paragraph: ಅರ್ಜಿ ಸಲ್ಲಿಸಲು ಫೆಬ್ರವರಿ ಕೊನೆಯ ದಿನಾಂಕವಾಗಿದ್ದು, ಹೆಚ್ಚಿನ ಮಾಹಿತಿಗಾಗಿ ರೇಷ್ಮೆ ಉಪನಿರ್ದೇಶಕರ ಕಚೇರಿಯನ್ನು ಸಂಪರ್ಕಿಸಬಹುದು ಎಂದು ಪ್ರಕಟಣೆಯಲ್ಲಿ ತಿಳಿಸಲಾಗಿದೆ. xyxy=(961,2240,1235,2296)
kreeda-paragraph: ಚಿಕ್ಕಬಳ್ಳಾಪುರ: ಮೈ ಭಾರತ ಕೇಂದ್ರ ಕೋಲಾರ ಚಿಕ್ಕಬಳ್ಳಾಪುರ ಕೇಂದ್ರ ಸಂಸ್ಥೆ, ಜಿಲ್ಲಾ ಯುವಜನ ಸೇವಾ ಮತ್ತು ಕ್ರೀಡಾ ಇಲಾಖೆ ಸಹಯೋಗದಲ್ಲಿ ಯುವಜನರಿಗಾಗಿ ಜಿಲ್ಲಾ ಮಟ್ಟದ ಕ್ರೀಡಾಕೂಟವನ್ನು ಆಯೋಜಿಸಲಾಗಿದೆ. xyxy=(1254,2050,1505,2126)
section-rule xyxy=(24,994,945,997)
continued-paragraph: ಸರ್ಕಾರದ ವೈಫಲ್ಯಗಳ ವಿರುದ್ಧ ಬಿಜೆಪಿ ಮತ್ತು ಜೆಡಿಎಸ್ ಜಂಟಿಯಾಗಿ ಹೋರಾಟ ರೂಪಿಸಲಿವೆ. ರಾಜ್ಯದ ಜನತೆ ಈ ಭ್ರಷ್ಟ ಸರ್ಕಾರಕ್ಕೆ ತಕ್ಕ ಪಾಠ ಕಲಿಸಲಿದ್ದಾರೆ ಎಂದು ಹೇಳಿದರು. xyxy=(307,1651,576,1706)
kasapa-column-1 xyxy=(953,412,1224,636)
continued-paragraph: ವಿಧಾನ ಮಂಡಲ ಅಧಿವೇಶನದಲ್ಲಿಯೂ ಈ ವಿಷಯವನ್ನು ಪ್ರಸ್ತಾಪಿಸಲಾಗುವುದು. ಅಬಕಾರಿ ಇಲಾಖೆಯಲ್ಲಿ ಪ್ರತಿ ತಿಂಗಳು ಕೋಟ್ಯಂತರ ರೂಪಾಯಿ ಲಂಚ ಸಂಗ್ರಹವಾಗುತ್ತಿದೆ ಎಂಬ ಮಾಹಿತಿ ಇದೆ. ಈ ಹಣ ಯಾರಿಗೆ ತಲುಪುತ್ತಿದೆ ಎಂಬುದು ಬಹಿರಂಗವಾಗಬೇಕು ಎಂದು ಹೇಳಿದರು. xyxy=(31,1914,298,2010)
hindu-headline: ಶಿಡ್ಲಘಟ್ಟದಲ್ಲಿ ಹಿಂದೂ ಸಮಾಜೋತ್ಸವ ಉತ್ಸವ xyxy=(1035,645,1424,677)
lead-paragraph: ರಾಜ್ಯದಲ್ಲಿ 34 ಜಿಲ್ಲಾ ಗ್ರಾಹಕ ವ್ಯಾಜ್ಯಗಳ ಪರಿಹಾರ ಆಯೋಗದ ಪೀಠಗಳು ಕಾರ್ಯ ನಿರ್ವಹಿಸುತ್ತಿದ್ದು, ಈ ಪೈಕಿ ಚಿಕ್ಕಬಳ್ಳಾಪುರ ಜಿಲ್ಲೆಯಲ್ಲಿಯೂ ಒಂದು ಪೀಠವಿದೆ. ಗ್ರಾಹಕರು ತಮಗಾಗುವ ಅನ್ಯಾಯಗಳ ವಿರುದ್ಧ ಆಯೋಗದ ಮೆಟ್ಟಿಲೇರಿ ನ್ಯಾಯ ಪಡೆಯಬಹುದಾಗಿದೆ. ಆಯೋಗದ ಮುಂದೆ ಬರುವ ಪ್ರಕರಣಗಳನ್ನು ಶೀಘ್ರವಾಗಿ ಇತ್ಯರ್ಥಪಡಿಸಲು ಕ್ರಮ ಕೈಗೊಳ್ಳಲಾಗುತ್ತಿದೆ ಎಂದರು. xyxy=(31,686,325,808)
masthead-tagline: ಕನ್ನಡ ದಿನ ಪತ್ರಿಕೆ xyxy=(430,17,531,39)
madara-paragraph: ಸಭೆಯಲ್ಲಿ ಮಾತನಾಡಿದ ಜಿಲ್ಲಾಧ್ಯಕ್ಷರು, ಮಾದರ ಸಮುದಾಯದ ಸಂಘಟನೆ ಹಾಗೂ ಅಭಿವೃದ್ಧಿಗೆ ಎಲ್ಲರೂ ಒಗ್ಗಟ್ಟಾಗಿ ಶ್ರಮಿಸಬೇಕು. ಸಮುದಾಯದ ಮಕ್ಕಳಿಗೆ ಉತ್ತಮ ಶಿಕ್ಷಣ ನೀಡುವ ಮೂಲಕ ಸಾಮಾಜಿಕವಾಗಿ ಮುಂದೆ ಬರಬೇಕು ಎಂದು ಹೇಳಿದರು. xyxy=(953,1742,1224,1817)
reshme-paragraph: ರಾಮನಗರ: ರೇಷ್ಮೆ ಇಲಾಖೆ ವತಿಯಿಂದ 2023-24, 2024-25ನೇ ಸಾಲಿನ ರೇಷ್ಮೆ ಕೃಷಿ ಪ್ರಶಸ್ತಿಗಾಗಿ ಗೂಡಿನ ಸಂತಂದ ದಾಖಲೆಗಳಲ್ಲಿ ರಾಜ್ಯಮಟ್ಟ, ಜಿಲ್ಲಾ ಮಟ್ಟ ಹಾಗೂ ತಾಲ್ಲೂಕು ಮಟ್ಟದಲ್ಲಿ ಉತ್ತಮ ಸಾಧನೆ ಮಾಡಿದ ರೈತರಿಂದ ಅರ್ಜಿ ಆಹ್ವಾನಿಸಲಾಗಿದೆ. xyxy=(961,2097,1235,2173)
madara-photo xyxy=(953,1455,1505,1651)
continued-paragraph: ಲೋಕಾಯುಕ್ತ ಪೊಲೀಸರು ಬಲೆ ಬೀಸಿ ಅಧಿಕಾರಿಯನ್ನು ಬಂಧಿಸಿದ್ದಾರೆ. ಆದರೆ ಸಚಿವರು ಮಾತ್ರ ತಮಗೆ ಏನೂ ಗೊತ್ತಿಲ್ಲ ಎನ್ನುತ್ತಿದ್ದಾರೆ. ಇಲಾಖೆಯ ಮುಖ್ಯಸ್ಥರಾಗಿ ನೈತಿಕ ಹೊಣೆ ಹೊತ್ತು ರಾಜೀನಾಮೆ ನೀಡಬೇಕು ಎಂದರು. xyxy=(31,1751,298,1826)
lead-column-3 xyxy=(639,467,941,992)
kasapa-headline: ಕನ್ನಡ ಸಾಹಿತ್ಯ ಪರಿಷತ್ ಬಾಗೇಪಲ್ಲಿ xyxy=(1028,73,1427,115)
vidyarthi-paragraph: ರಾಮನಗರ: ಕರ್ನಾಟಕ ಜಾನಪದ ಪರಿಷತ್ತು ಹಾಗೂ ಶಿಕ್ಷಣ ಮತ್ತು ಸಂಸ್ಕೃತಿ ಇಲಾಖೆಯ ಸಹಯೋಗದಲ್ಲಿ ವಿದ್ಯಾರ್ಥಿ ಜಾನಪದ ಲೋಕೋತ್ಸವ-2026 ಅನ್ನು ಫೆ.7ರ ಶನಿವಾರ ಜಾನಪದ ಲೋಕದಲ್ಲಿ ಆಯೋಜಿಸಲಾಗಿದೆ. xyxy=(594,1384,939,1439)
kasapa-paragraph: ಅವರು ಭಾಷಣ ಮಾಡಿ, ಹುಣ್ಣಿಮೆ ಹಾಡುಗಳ ಸಾಂಸ್ಕೃತಿಕ ಹಿನ್ನೆಲೆ ಮತ್ತು ಸಮಾಜದಲ್ಲಿ ಅವುಗಳ ಪಾತ್ರದ ಬಗ್ಗೆ ವಿವರಿಸಿದರು. xyxy=(1232,415,1505,450)
lead-paragraph: ಜಿಲ್ಲಾ ಆಯೋಗದ ಪೀಠದ ಸ್ವಚ್ಛತೆ ಹಾಗೂ ಸುವ್ಯವಸ್ಥೆ ಕಾಪಾಡಲು ಜಿಲ್ಲಾಡಳಿತ ಉತ್ತಮ ಸಹಕಾರ ನೀಡಿದೆ ಎಂದು ಶ್ಲಾಘಿಸಿದರು. xyxy=(639,469,941,506)
continued-paragraph: ಈ ಸರ್ಕಾರ ಬಂದ ನಂತರ ಎಲ್ಲಾ ಇಲಾಖೆಗಳಲ್ಲಿ ಭ್ರಷ್ಟಾಚಾರ ಹೆಚ್ಚಾಗಿದೆ. ಅಬಕಾರಿ ಇಲಾಖೆಯಲ್ಲಿ ಮದ್ಯದಂಗಡಿಗಳ ಪರವಾನಗಿ ನವೀಕರಣಕ್ಕೆ ಲಂಚ ಕೇಳಲಾಗುತ್ತಿದೆ ಎಂದು ಮದ್ಯ ಮಾರಾಟಗಾರರ ಸಂಘವೇ ದೂರು ನೀಡಿದೆ. ಇದಕ್ಕಿಂತ ದೊಡ್ಡ ಸಾಕ್ಷಿ ಬೇಕೇ ಎಂದು ಪ್ರಶ್ನಿಸಿದರು. xyxy=(31,1650,298,1745)
masthead-gold-rule xyxy=(972,30,1411,32)
footer-rule xyxy=(24,2388,1505,2390)
kreeda-column xyxy=(1254,2048,1505,2385)
